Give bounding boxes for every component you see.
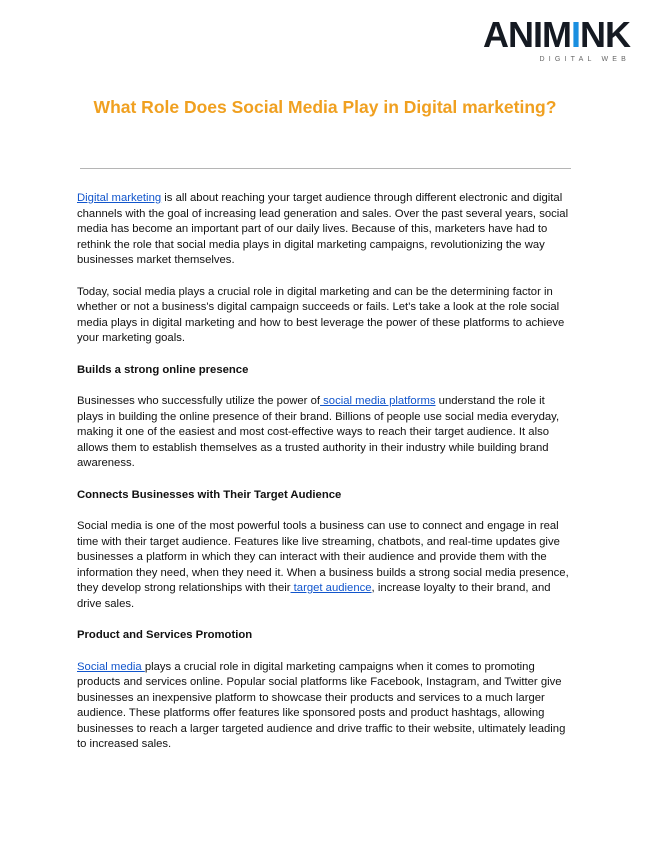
link-target-audience[interactable]: target audience (290, 582, 372, 594)
paragraph-intro (77, 191, 573, 269)
logo-word-part: ANIM (482, 14, 571, 55)
heading-online-presence: Builds a strong online presence (77, 363, 249, 376)
paragraph-text: is all about reaching your target audience through different electronic and digital channels with the goal of increasing lead generation and sales. Over the past several years, social media has become an important part of our daily lives. Because of this, marketers have had to rethink the role that social media plays in digital marketing campaigns, revolutionizing the way businesses market themselves. (77, 192, 569, 266)
logo-wordmark (470, 16, 630, 54)
article-body (77, 191, 573, 769)
logo-word-part: NK (580, 14, 630, 55)
logo-word-accent: I (570, 14, 580, 55)
link-social-media[interactable]: Social media (77, 660, 145, 673)
heading-target-audience: Connects Businesses with Their Target Audience (77, 488, 342, 501)
article-title: What Role Does Social Media Play in Digital marketing? (93, 97, 557, 117)
heading-product-promotion: Product and Services Promotion (77, 629, 253, 641)
logo-subtitle: DIGITAL WEB (539, 56, 630, 63)
link-social-media-platforms[interactable]: social media platforms (320, 395, 436, 407)
link-digital-marketing[interactable]: Digital marketing (77, 192, 162, 204)
paragraph-text: Businesses who successfully utilize the power of (77, 395, 320, 407)
paragraph-text: , increase loyalty to their brand, and drive sales. (77, 582, 551, 610)
paragraph-online-presence (77, 394, 573, 472)
paragraph-text: plays a crucial role in digital marketing campaigns when it comes to promoting products and services online. Popular social platforms like Facebook, Instagram, and Twitter give businesses an inexpensive platform to showcase their products and services to a much larger audience. These platforms offer features like sponsored posts and product hashtags, allowing businesses to reach a larger targeted audience and drive traffic to their website, ultimately leading to increased sales. (77, 660, 566, 750)
title-divider (80, 168, 571, 169)
paragraph-target-audience (77, 519, 573, 612)
paragraph-today: Today, social media plays a crucial role in digital marketing and can be the determining factor in whether or not a business's digital campaign succeeds or fails. Let's take a look at the role social media plays in digital marketing and how to best leverage the power of these platforms to achieve your marketing goals. (77, 285, 565, 344)
paragraph-text: Social media is one of the most powerful tools a business can use to connect and engage in real time with their target audience. Features like live streaming, chatbots, and real-time updates give businesses a platform in which they can interact with their audience and provide them with the information they need, when they need it. When a business builds a strong social media presence, they develop strong relationships with their (77, 520, 569, 594)
paragraph-product-promotion (77, 660, 573, 753)
paragraph-text: understand the role it plays in building the online presence of their brand. Billions of people use social media everyday, making it one of the easiest and most cost-effective ways to reach their target audience. It also allows them to establish themselves as a trusted authority in their industry while building brand awareness. (77, 395, 560, 469)
animink-logo (470, 16, 630, 63)
